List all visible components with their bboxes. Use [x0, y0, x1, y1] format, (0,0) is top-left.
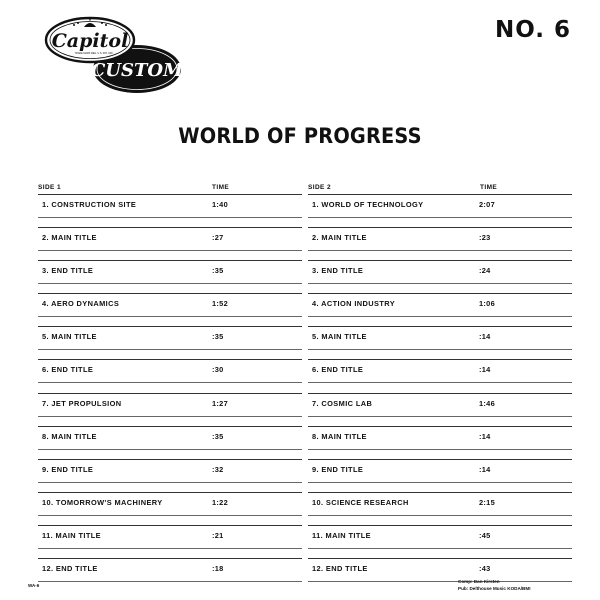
- track-title: 2. MAIN TITLE: [312, 233, 367, 243]
- track-row: [308, 525, 572, 558]
- track-time: :35: [212, 266, 224, 276]
- ruled-line: [308, 482, 572, 483]
- track-title: 6. END TITLE: [312, 365, 364, 375]
- track-row: [38, 459, 302, 492]
- track-row: [38, 260, 302, 293]
- track-row: [308, 326, 572, 359]
- ruled-line: [308, 416, 572, 417]
- ruled-line: [38, 482, 302, 483]
- track-title: 10. SCIENCE RESEARCH: [312, 497, 409, 507]
- composer-credit: Comp: Dan Kirsten: [458, 579, 500, 584]
- track-row: [308, 194, 572, 227]
- track-time: 1:06: [479, 299, 495, 309]
- ruled-line: [308, 217, 572, 218]
- track-time: 1:46: [479, 398, 495, 408]
- track-time: :35: [212, 332, 224, 342]
- side-1-tracklist: [38, 182, 302, 591]
- track-row: [38, 525, 302, 558]
- track-time: :14: [479, 332, 491, 342]
- side-label: SIDE 1: [38, 184, 61, 191]
- page-title: WORLD OF PROGRESS: [178, 124, 422, 148]
- track-title: 11. MAIN TITLE: [312, 530, 371, 540]
- track-title: 9. END TITLE: [312, 464, 364, 474]
- ruled-line: [308, 349, 572, 350]
- ruled-line: [308, 449, 572, 450]
- ruled-line: [308, 581, 572, 582]
- track-time: :23: [479, 233, 491, 243]
- ruled-line: [38, 581, 302, 582]
- track-list: [38, 194, 302, 591]
- track-row: [308, 359, 572, 392]
- catalog-code: WA-6: [28, 583, 40, 588]
- track-time: 1:22: [212, 497, 228, 507]
- ruled-line: [308, 283, 572, 284]
- track-row: [308, 558, 572, 591]
- track-row: [38, 492, 302, 525]
- ruled-line: [38, 283, 302, 284]
- track-row: [308, 293, 572, 326]
- track-time: :21: [212, 530, 224, 540]
- track-time: :32: [212, 464, 224, 474]
- ruled-line: [38, 250, 302, 251]
- track-time: :45: [479, 530, 491, 540]
- track-title: 2. MAIN TITLE: [42, 233, 97, 243]
- track-row: [38, 393, 302, 426]
- track-title: 4. AERO DYNAMICS: [42, 299, 120, 309]
- track-title: 3. END TITLE: [42, 266, 94, 276]
- ruled-line: [38, 515, 302, 516]
- track-time: 2:15: [479, 497, 495, 507]
- track-time: :14: [479, 464, 491, 474]
- track-title: 9. END TITLE: [42, 464, 94, 474]
- track-title: 12. END TITLE: [42, 564, 98, 574]
- ruled-line: [38, 316, 302, 317]
- track-time: 1:27: [212, 398, 228, 408]
- track-row: [308, 227, 572, 260]
- track-time: 1:52: [212, 299, 228, 309]
- track-time: :18: [212, 564, 224, 574]
- track-time: :24: [479, 266, 491, 276]
- ruled-line: [38, 449, 302, 450]
- track-row: [38, 558, 302, 591]
- track-time: :30: [212, 365, 224, 375]
- publisher-credit: Pub: Delthouse Music KODA/BMI: [458, 586, 531, 591]
- ruled-line: [308, 316, 572, 317]
- ruled-line: [38, 217, 302, 218]
- track-title: 3. END TITLE: [312, 266, 364, 276]
- track-row: [38, 293, 302, 326]
- ruled-line: [308, 250, 572, 251]
- track-row: [38, 426, 302, 459]
- track-time: 1:40: [212, 200, 228, 209]
- ruled-line: [308, 548, 572, 549]
- track-title: 6. END TITLE: [42, 365, 94, 375]
- track-title: 5. MAIN TITLE: [42, 332, 97, 342]
- side-label: SIDE 2: [308, 184, 331, 191]
- ruled-line: [308, 382, 572, 383]
- logo-custom-text: CUSTOM: [90, 60, 184, 81]
- track-time: :14: [479, 431, 491, 441]
- side-1-header: [38, 182, 302, 194]
- time-column-label: TIME: [212, 184, 230, 191]
- ruled-line: [38, 548, 302, 549]
- track-row: [308, 492, 572, 525]
- track-row: [308, 459, 572, 492]
- track-title: 12. END TITLE: [312, 564, 368, 574]
- logo-tagline: TRADE MARK REG. U.S. PAT. OFF.: [74, 52, 114, 55]
- track-row: [38, 326, 302, 359]
- side-2-header: [308, 182, 572, 194]
- side-2-tracklist: [308, 182, 572, 591]
- track-title: 5. MAIN TITLE: [312, 332, 367, 342]
- track-row: [308, 260, 572, 293]
- logo-capitol-text: Capitol: [51, 30, 129, 52]
- track-title: 4. ACTION INDUSTRY: [312, 299, 396, 309]
- track-row: [38, 194, 302, 227]
- track-time: :35: [212, 431, 224, 441]
- track-time: 2:07: [479, 200, 495, 209]
- track-time: :14: [479, 365, 491, 375]
- logo-graphic: [44, 14, 184, 96]
- ruled-line: [38, 416, 302, 417]
- ruled-line: [38, 382, 302, 383]
- time-column-label: TIME: [480, 184, 498, 191]
- track-time: :27: [212, 233, 224, 243]
- capitol-custom-logo: [44, 14, 184, 96]
- track-title: 8. MAIN TITLE: [312, 431, 367, 441]
- track-title: 7. COSMIC LAB: [312, 398, 373, 408]
- track-row: [38, 359, 302, 392]
- track-title: 8. MAIN TITLE: [42, 431, 97, 441]
- credits: [458, 578, 530, 592]
- ruled-line: [308, 515, 572, 516]
- track-title: 10. TOMORROW'S MACHINERY: [42, 497, 163, 507]
- track-row: [308, 393, 572, 426]
- track-title: 1. WORLD OF TECHNOLOGY: [312, 200, 424, 209]
- record-number: NO. 6: [494, 17, 571, 43]
- track-title: 1. CONSTRUCTION SITE: [42, 200, 137, 209]
- track-time: :43: [479, 564, 491, 574]
- track-title: 7. JET PROPULSION: [42, 398, 122, 408]
- ruled-line: [38, 349, 302, 350]
- track-row: [38, 227, 302, 260]
- track-title: 11. MAIN TITLE: [42, 530, 101, 540]
- track-list: [308, 194, 572, 591]
- track-row: [308, 426, 572, 459]
